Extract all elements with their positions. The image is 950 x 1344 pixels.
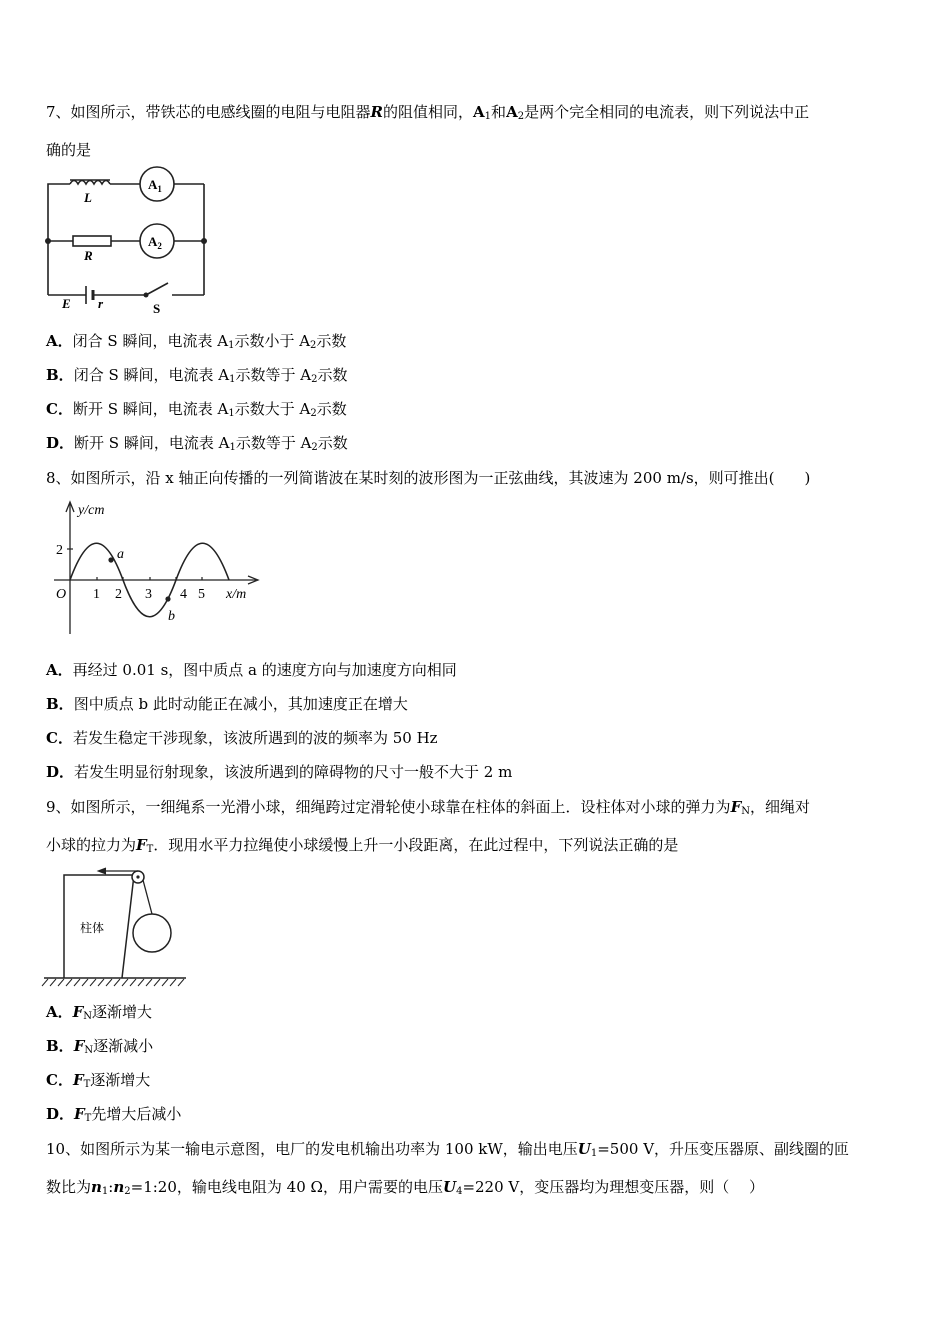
x-tick-label-5: 5 xyxy=(198,587,205,602)
switch-label: S xyxy=(153,301,161,316)
q8-option-b[interactable]: B．图中质点 b 此时动能正在减小，其加速度正在增大 xyxy=(46,695,408,713)
point-b-label: b xyxy=(168,609,175,624)
point-b-marker xyxy=(165,596,170,601)
q7-stem-line1: 7、如图所示，带铁芯的电感线圈的电阻与电阻器R的阻值相同，$A_1$和$A_2$是两个完全相同的电流表，则下列说法中正 xyxy=(46,103,810,122)
q9-option-b[interactable]: B．$F_N$逐渐减小 xyxy=(46,1037,154,1056)
q7-option-a[interactable]: A．闭合 S 瞬间，电流表 $A_1$示数小于 $A_2$示数 xyxy=(46,332,347,351)
internal-resistance-label: r xyxy=(98,296,104,311)
x-axis-label: x/m xyxy=(226,587,247,602)
q9-pulley-figure xyxy=(42,866,192,990)
pillar-label: 柱体 xyxy=(80,921,105,935)
resistor-label: R xyxy=(84,248,93,263)
ammeter-a2-label: $A_2$ xyxy=(148,234,162,251)
q8-option-a[interactable]: A．再经过 0.01 s，图中质点 a 的速度方向与加速度方向相同 xyxy=(46,661,457,679)
q8-option-d[interactable]: D．若发生明显衍射现象，该波所遇到的障碍物的尺寸一般不大于 2 m xyxy=(46,763,513,781)
q9-option-d[interactable]: D．$F_T$先增大后减小 xyxy=(46,1105,182,1124)
origin-label: O xyxy=(56,587,67,602)
emf-label: E xyxy=(62,296,71,311)
q9-option-a[interactable]: A．$F_N$逐渐增大 xyxy=(46,1003,153,1022)
q8-stem: 8、如图所示，沿 x 轴正向传播的一列简谐波在某时刻的波形图为一正弦曲线，其波速为 200 m/s，则可推出( ) xyxy=(46,469,811,487)
q9-option-c[interactable]: C．$F_T$逐渐增大 xyxy=(46,1071,151,1090)
q8-wave-graph xyxy=(50,498,260,640)
ammeter-a1-label: $A_1$ xyxy=(148,177,162,194)
q7-option-c[interactable]: C．断开 S 瞬间，电流表 $A_1$示数大于 $A_2$示数 xyxy=(46,400,347,419)
point-a-label: a xyxy=(117,547,124,562)
q7-circuit-figure xyxy=(40,170,215,315)
q10-stem-line1: 10、如图所示为某一输电示意图，电厂的发电机输出功率为 100 kW，输出电压$U_1=500$ V，升压变压器原、副线圈的匝 xyxy=(46,1140,850,1159)
q9-stem-line1: 9、如图所示，一细绳系一光滑小球，细绳跨过定滑轮使小球靠在柱体的斜面上．设柱体对小球的弹力为$F_N$，细绳对 xyxy=(46,798,810,817)
q7-option-b[interactable]: B．闭合 S 瞬间，电流表 $A_1$示数等于 $A_2$示数 xyxy=(46,366,348,385)
y-axis-label: y/cm xyxy=(78,503,105,518)
q8-option-c[interactable]: C．若发生稳定干涉现象，该波所遇到的波的频率为 50 Hz xyxy=(46,729,438,747)
point-a-marker xyxy=(108,557,113,562)
q7-option-d[interactable]: D．断开 S 瞬间，电流表 $A_1$示数等于 $A_2$示数 xyxy=(46,434,348,453)
inductor-label: L xyxy=(84,190,92,205)
q7-stem-line2: 确的是 xyxy=(46,141,92,159)
q10-stem-line2: 数比为$n_1:n_2=1:20$，输电线电阻为 40 Ω，用户需要的电压$U_4=220$ V，变压器均为理想变压器，则（ ） xyxy=(46,1178,765,1197)
x-tick-label-2: 2 xyxy=(115,587,122,602)
x-tick-label-1: 1 xyxy=(93,587,100,602)
y-tick-label: 2 xyxy=(56,543,63,558)
x-tick-label-4: 4 xyxy=(180,587,187,602)
x-tick-label-3: 3 xyxy=(145,587,152,602)
q9-stem-line2: 小球的拉力为$F_T$．现用水平力拉绳使小球缓慢上升一小段距离，在此过程中，下列说法正确的是 xyxy=(46,836,679,855)
